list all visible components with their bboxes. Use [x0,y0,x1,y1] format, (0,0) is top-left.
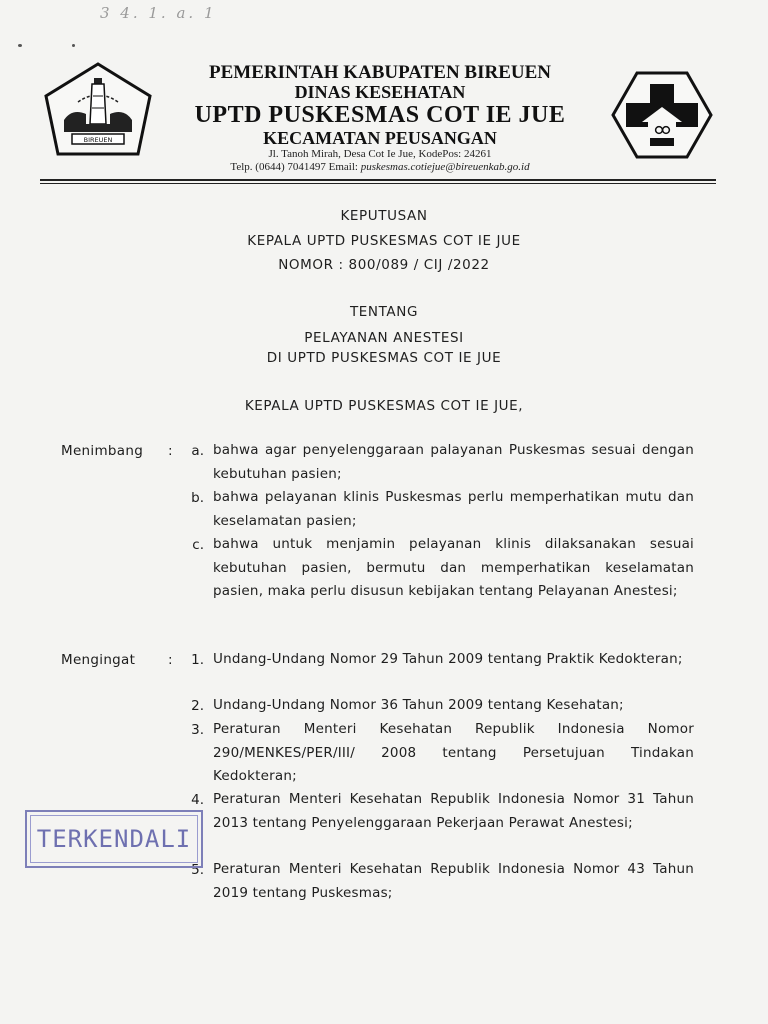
menimbang-marker: b. [191,490,204,506]
mengingat-marker: 5. [191,862,204,878]
menimbang-item: bahwa pelayanan klinis Puskesmas perlu memperhatikan mutu dan keselamatan pasien; [213,489,694,529]
stamp-inner-border [30,815,198,863]
letterhead [0,58,768,188]
letterhead-phone: Telp. (0644) 7041497 Email: [230,161,361,173]
mengingat-colon: : [168,652,173,668]
decree-title: KEPUTUSAN [340,208,428,224]
mengingat-marker: 1. [191,652,204,668]
letterhead-line-office: DINAS KESEHATAN [294,82,466,102]
mengingat-item: Undang-Undang Nomor 29 Tahun 2009 tentang Praktik Kedokteran; [213,651,683,667]
paper-speck [18,44,22,47]
mengingat-label: Mengingat [61,652,136,668]
handwritten-note: 3 4. 1. a. 1 [100,4,217,22]
mengingat-item: Peraturan Menteri Kesehatan Republik Indonesia Nomor 43 Tahun 2019 tentang Puskesmas; [213,861,694,901]
letterhead-line-government: PEMERINTAH KABUPATEN BIREUEN [208,62,552,83]
letterhead-address: Jl. Tanoh Mirah, Desa Cot Ie Jue, KodePos: 24261 [268,148,492,160]
mengingat-marker: 4. [191,792,204,808]
menimbang-colon: : [168,443,173,459]
letterhead-email: puskesmas.cotiejue@bireuenkab.go.id [360,161,530,173]
mengingat-item: Peraturan Menteri Kesehatan Republik Indonesia Nomor 290/MENKES/PER/III/ 2008 tentang Persetujuan Tindakan Kedokteran; [213,721,694,784]
bireuen-regency-crest-icon [42,62,154,158]
letterhead-line-institution: UPTD PUSKESMAS COT IE JUE [194,102,566,128]
letterhead-line-district: KECAMATAN PEUSANGAN [263,128,497,148]
puskesmas-cross-icon [610,70,714,160]
letterhead-contact [150,161,610,173]
menimbang-item: bahwa untuk menjamin pelayanan klinis dilaksanakan sesuai kebutuhan pasien, bermutu dan memperhatikan keselamatan pasien, maka perlu disusun kebijakan tentang Pelayanan Anestesi; [213,536,694,599]
menimbang-item: bahwa agar penyelenggaraan palayanan Puskesmas sesuai dengan kebutuhan pasien; [213,442,694,482]
mengingat-item: Peraturan Menteri Kesehatan Republik Indonesia Nomor 31 Tahun 2013 tentang Penyelenggaraan Pekerjaan Perawat Anestesi; [213,791,694,831]
menimbang-marker: a. [191,443,204,459]
stamp-text: TERKENDALI [36,825,192,853]
mengingat-marker: 3. [191,722,204,738]
decree-authority: KEPALA UPTD PUSKESMAS COT IE JUE, [244,398,524,414]
decree-issuer: KEPALA UPTD PUSKESMAS COT IE JUE [247,233,521,249]
menimbang-label: Menimbang [61,443,144,459]
decree-about-label: TENTANG [349,304,419,320]
letterhead-divider-thick [40,179,716,181]
decree-subject-line-1: PELAYANAN ANESTESI [304,330,464,346]
letterhead-divider-thin [40,183,716,184]
mengingat-marker: 2. [191,698,204,714]
menimbang-marker: c. [192,537,204,553]
paper-speck [72,44,75,47]
mengingat-item: Undang-Undang Nomor 36 Tahun 2009 tentang Kesehatan; [213,697,624,713]
decree-subject-line-2: DI UPTD PUSKESMAS COT IE JUE [266,350,502,366]
decree-number: NOMOR : 800/089 / CIJ /2022 [278,257,490,273]
controlled-copy-stamp [25,810,203,868]
crest-caption: BIREUEN [83,136,113,144]
